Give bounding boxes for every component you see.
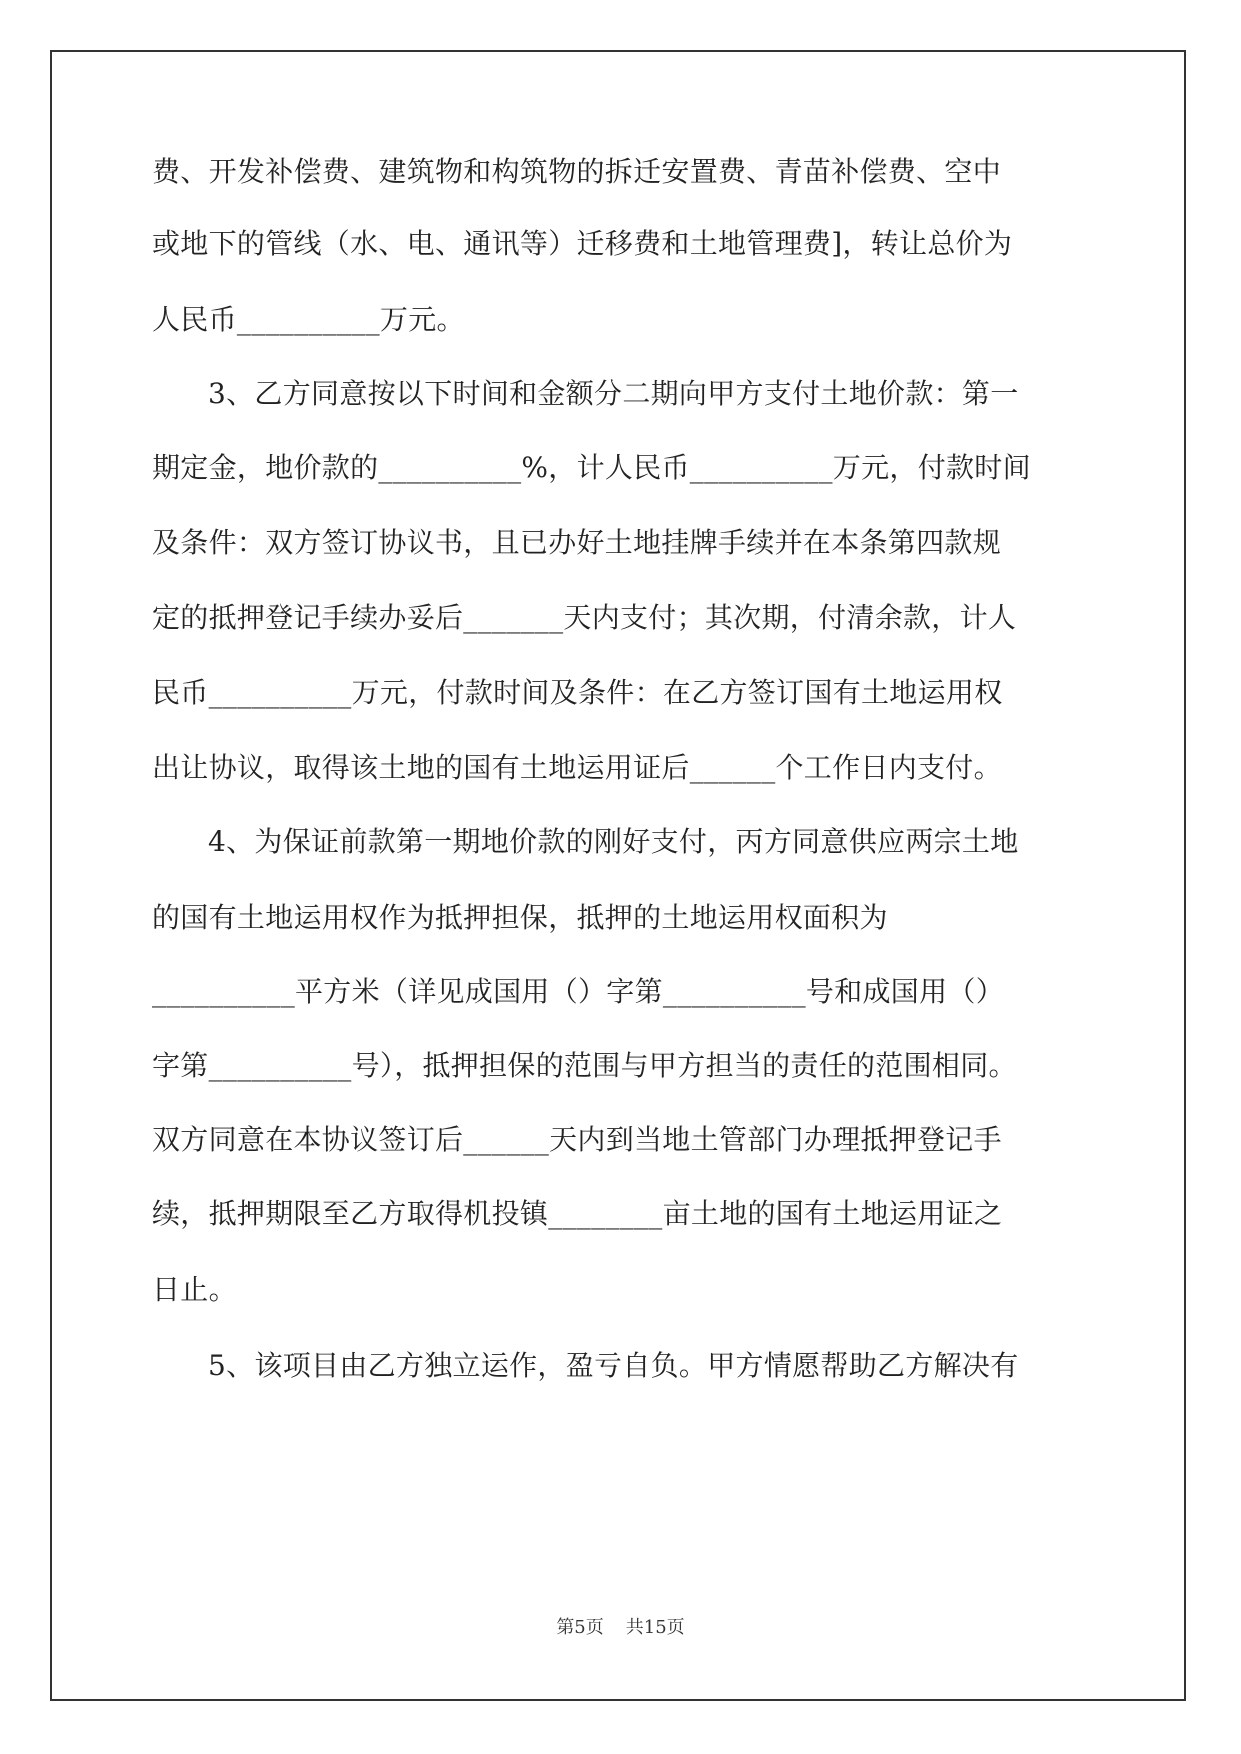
text-line: 及条件：双方签订协议书，且已办好土地挂牌手续并在本条第四款规: [152, 526, 1002, 559]
text-line: 双方同意在本协议签订后______天内到当地土管部门办理抵押登记手: [152, 1123, 1002, 1156]
page-total: 共15页: [625, 1617, 685, 1638]
text-line: 定的抵押登记手续办妥后_______天内支付；其次期，付清余款，计人: [152, 601, 1017, 634]
page-border: [50, 50, 1186, 1701]
text-line: 人民币__________万元。: [152, 303, 465, 336]
text-line: 续，抵押期限至乙方取得机投镇________亩土地的国有土地运用证之: [152, 1197, 1003, 1230]
paragraph-4-first-line: 4、为保证前款第一期地价款的刚好支付，丙方同意供应两宗土地: [208, 825, 1019, 858]
text-line: 或地下的管线（水、电、通讯等）迁移费和土地管理费]，转让总价为: [152, 227, 1013, 260]
text-line: __________平方米（详见成国用（）字第__________号和成国用（）: [152, 975, 1005, 1008]
text-line: 期定金，地价款的__________%，计人民币__________万元，付款时间: [152, 451, 1031, 484]
page-footer: [0, 1613, 1241, 1639]
text-line: 的国有土地运用权作为抵押担保，抵押的土地运用权面积为: [152, 901, 888, 934]
text-line: 字第__________号），抵押担保的范围与甲方担当的责任的范围相同。: [152, 1049, 1017, 1082]
text-line: 民币__________万元，付款时间及条件：在乙方签订国有土地运用权: [152, 676, 1003, 709]
paragraph-5-first-line: 5、该项目由乙方独立运作，盈亏自负。甲方情愿帮助乙方解决有: [208, 1349, 1019, 1382]
text-line: 出让协议，取得该土地的国有土地运用证后______个工作日内支付。: [152, 751, 1002, 784]
paragraph-3-first-line: 3、乙方同意按以下时间和金额分二期向甲方支付土地价款：第一: [208, 377, 1019, 410]
text-line: 日止。: [152, 1273, 237, 1306]
text-line: 费、开发补偿费、建筑物和构筑物的拆迁安置费、青苗补偿费、空中: [152, 155, 1002, 188]
page-number: 第5页: [556, 1617, 604, 1638]
